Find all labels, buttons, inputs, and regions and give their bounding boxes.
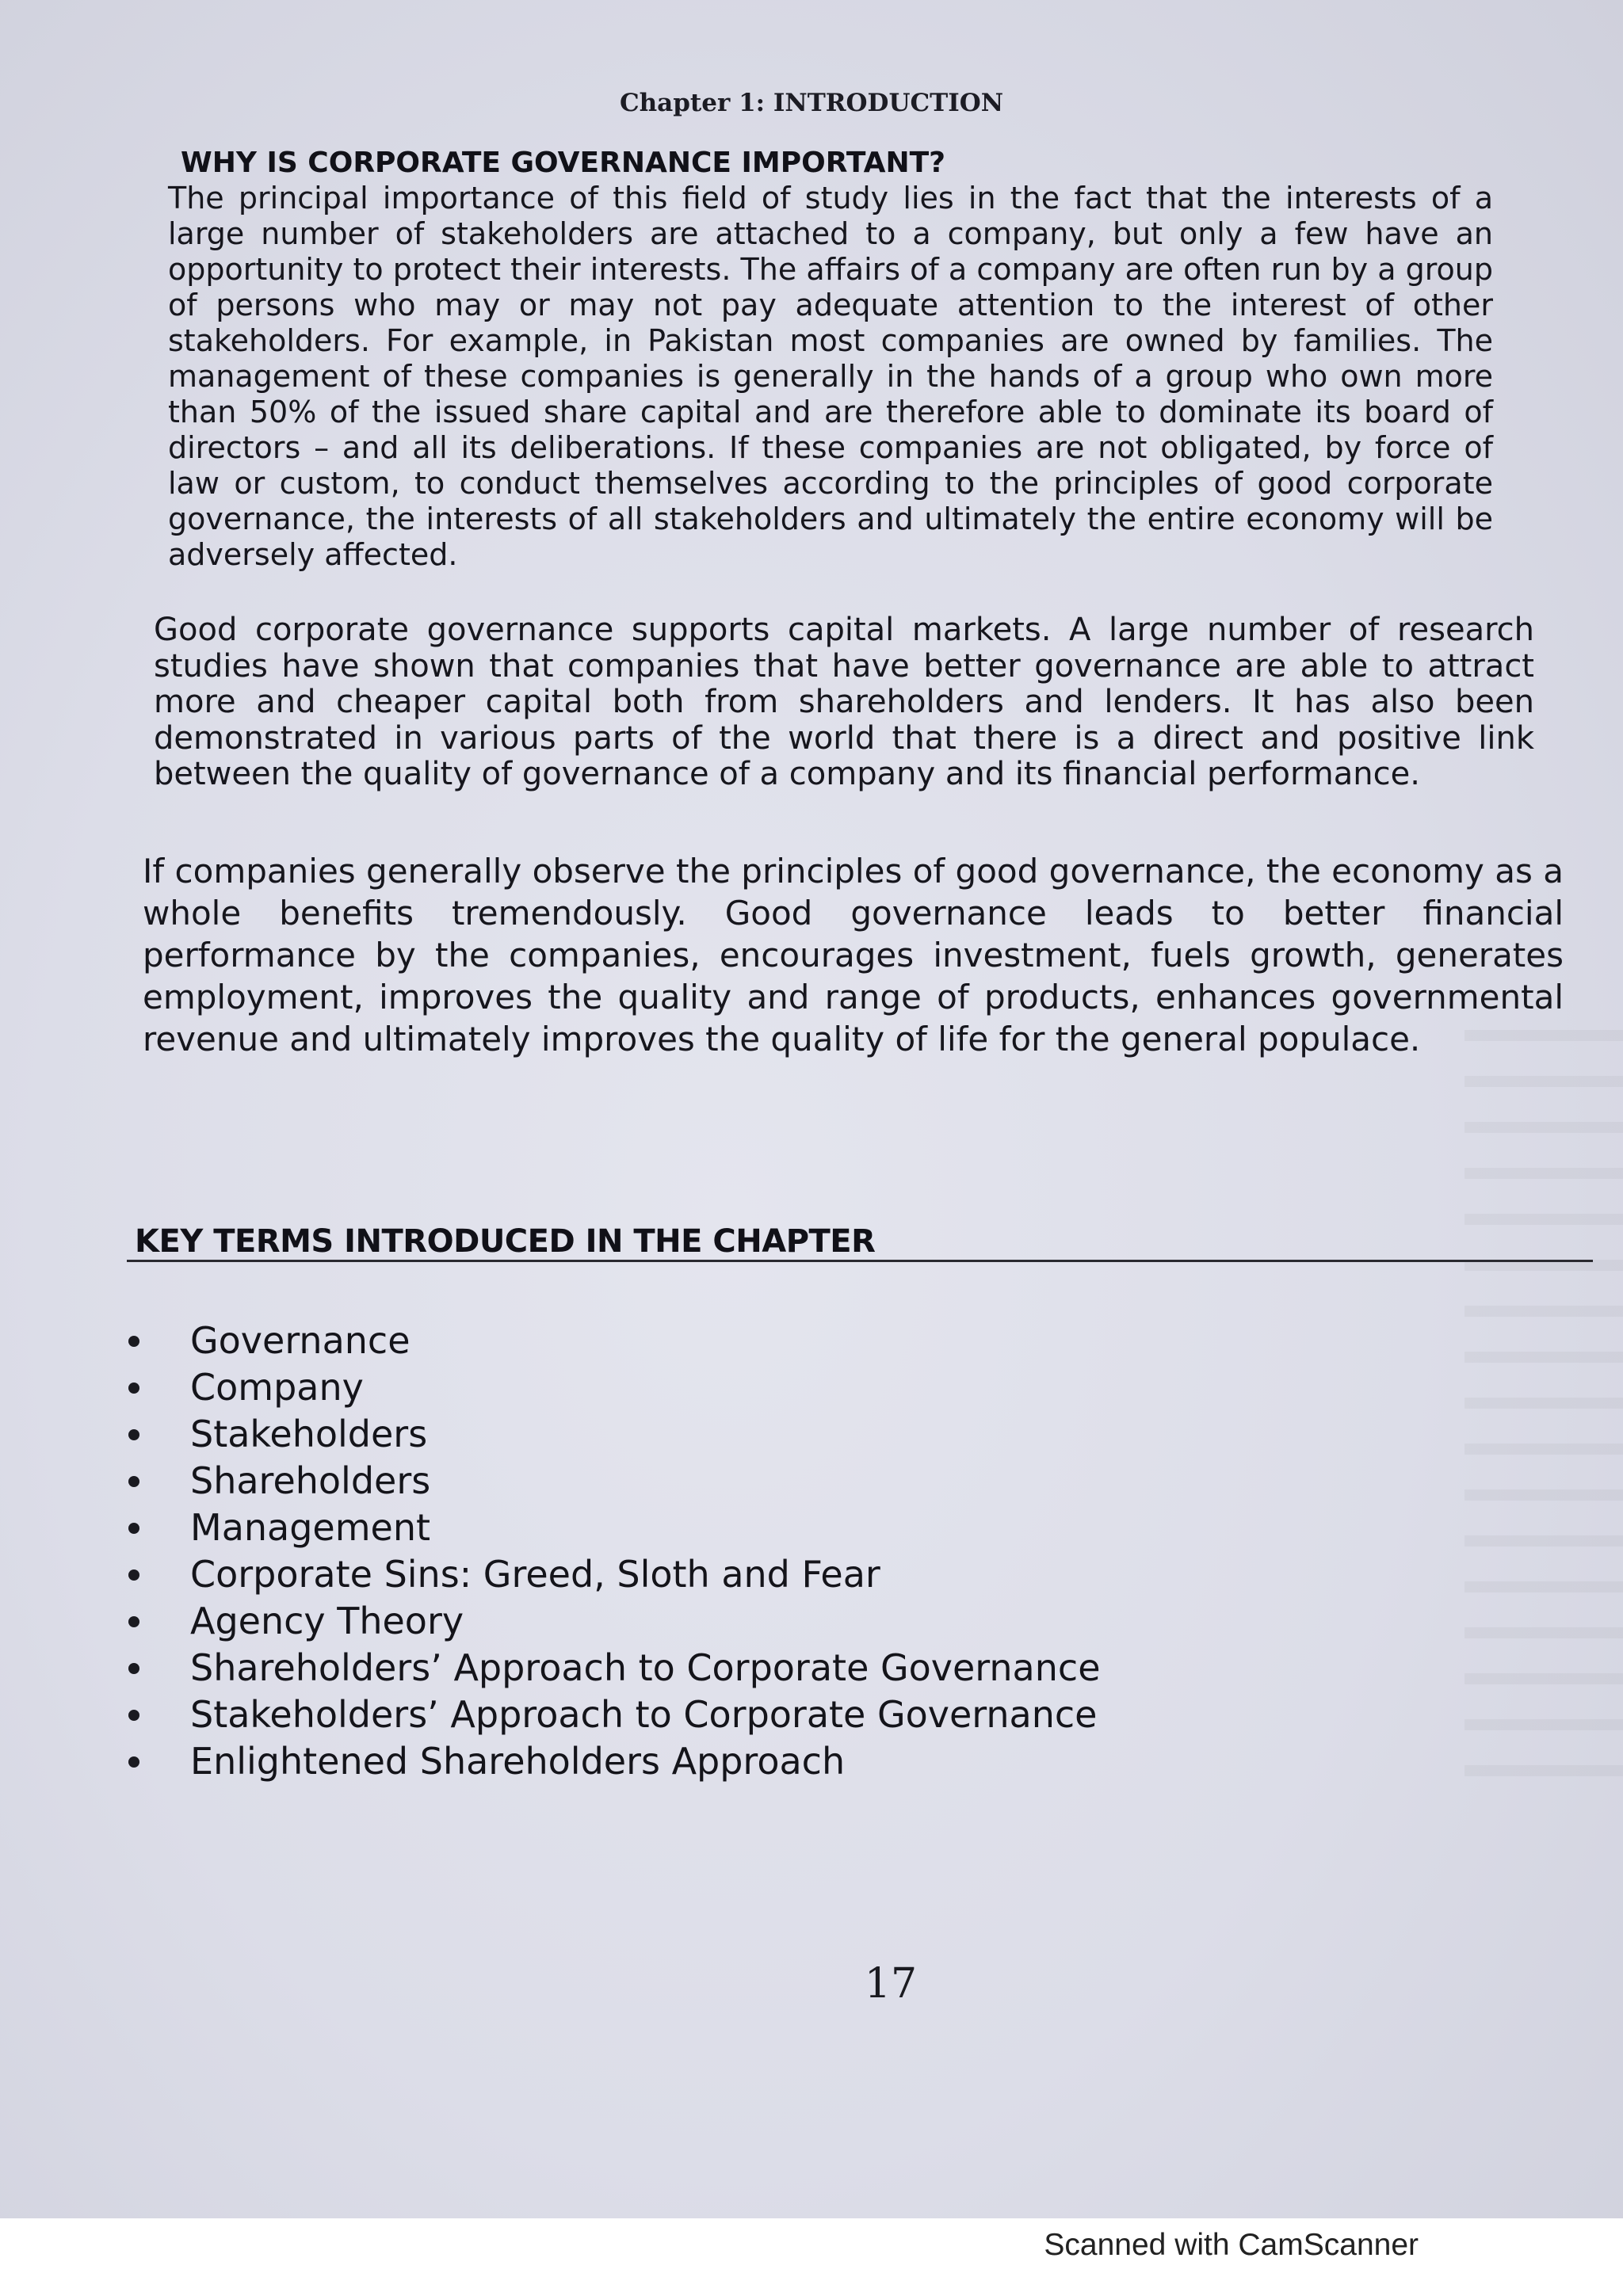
running-head: Chapter 1: INTRODUCTION xyxy=(619,89,1004,117)
list-item xyxy=(125,1318,1101,1364)
bullet-icon xyxy=(128,1336,139,1347)
list-item xyxy=(125,1458,1101,1505)
page-number: 17 xyxy=(864,1960,918,2008)
list-item xyxy=(125,1551,1101,1598)
term-label: Company xyxy=(190,1366,364,1409)
term-label: Stakeholders’ Approach to Corporate Governance xyxy=(190,1693,1098,1736)
bullet-icon xyxy=(128,1476,139,1487)
key-terms-list xyxy=(125,1318,1101,1785)
list-item xyxy=(125,1364,1101,1411)
paragraph-1: The principal importance of this field of study lies in the fact that the interests of a large number of stakeholders are attached to a company, but only a few have an opportunity to protect their interests. The affairs of a company are often run by a group of persons who may or may not pay adequate attention to the interest of other stakeholders. For example, in Pakistan most companies are owned by families. The management of these companies is generally in the hands of a group who own more than 50% of the issued share capital and are therefore able to dominate its board of directors – and all its deliberations. If these companies are not obligated, by force of law or custom, to conduct themselves according to the principles of good corporate governance, the interests of all stakeholders and ultimately the entire economy will be adversely affected. xyxy=(168,181,1493,572)
bullet-icon xyxy=(128,1756,139,1768)
term-label: Stakeholders xyxy=(190,1413,428,1455)
bullet-icon xyxy=(128,1383,139,1394)
scanner-watermark: Scanned with CamScanner xyxy=(1044,2228,1419,2262)
term-label: Governance xyxy=(190,1319,411,1362)
section-heading: WHY IS CORPORATE GOVERNANCE IMPORTANT? xyxy=(181,147,946,179)
list-item xyxy=(125,1738,1101,1785)
heading-rule xyxy=(127,1260,1593,1262)
bullet-icon xyxy=(128,1429,139,1440)
term-label: Shareholders xyxy=(190,1459,431,1502)
paragraph-2: Good corporate governance supports capital markets. A large number of research studies have shown that companies that have better governance are able to attract more and cheaper capital both from shareholders and lenders. It has also been demonstrated in various parts of the world that there is a direct and positive link between the quality of governance of a company and its financial performance. xyxy=(154,612,1534,792)
term-label: Agency Theory xyxy=(190,1600,464,1642)
list-item xyxy=(125,1598,1101,1645)
list-item xyxy=(125,1505,1101,1551)
term-label: Shareholders’ Approach to Corporate Governance xyxy=(190,1646,1101,1689)
term-label: Enlightened Shareholders Approach xyxy=(190,1740,846,1783)
list-item xyxy=(125,1691,1101,1738)
bullet-icon xyxy=(128,1616,139,1627)
term-label: Management xyxy=(190,1506,431,1549)
term-label: Corporate Sins: Greed, Sloth and Fear xyxy=(190,1553,880,1596)
list-item xyxy=(125,1645,1101,1691)
bullet-icon xyxy=(128,1569,139,1581)
list-item xyxy=(125,1411,1101,1458)
paragraph-3: If companies generally observe the principles of good governance, the economy as a whole benefits tremendously. Good governance leads to better financial performance by the companies, encourages investment, fuels growth, generates employment, improves the quality and range of products, enhances governmental revenue and ultimately improves the quality of life for the general populace. xyxy=(143,852,1564,1058)
bullet-icon xyxy=(128,1523,139,1534)
bullet-icon xyxy=(128,1663,139,1674)
key-terms-heading: KEY TERMS INTRODUCED IN THE CHAPTER xyxy=(135,1223,876,1260)
bleed-through-text xyxy=(1465,1030,1623,1783)
bullet-icon xyxy=(128,1710,139,1721)
